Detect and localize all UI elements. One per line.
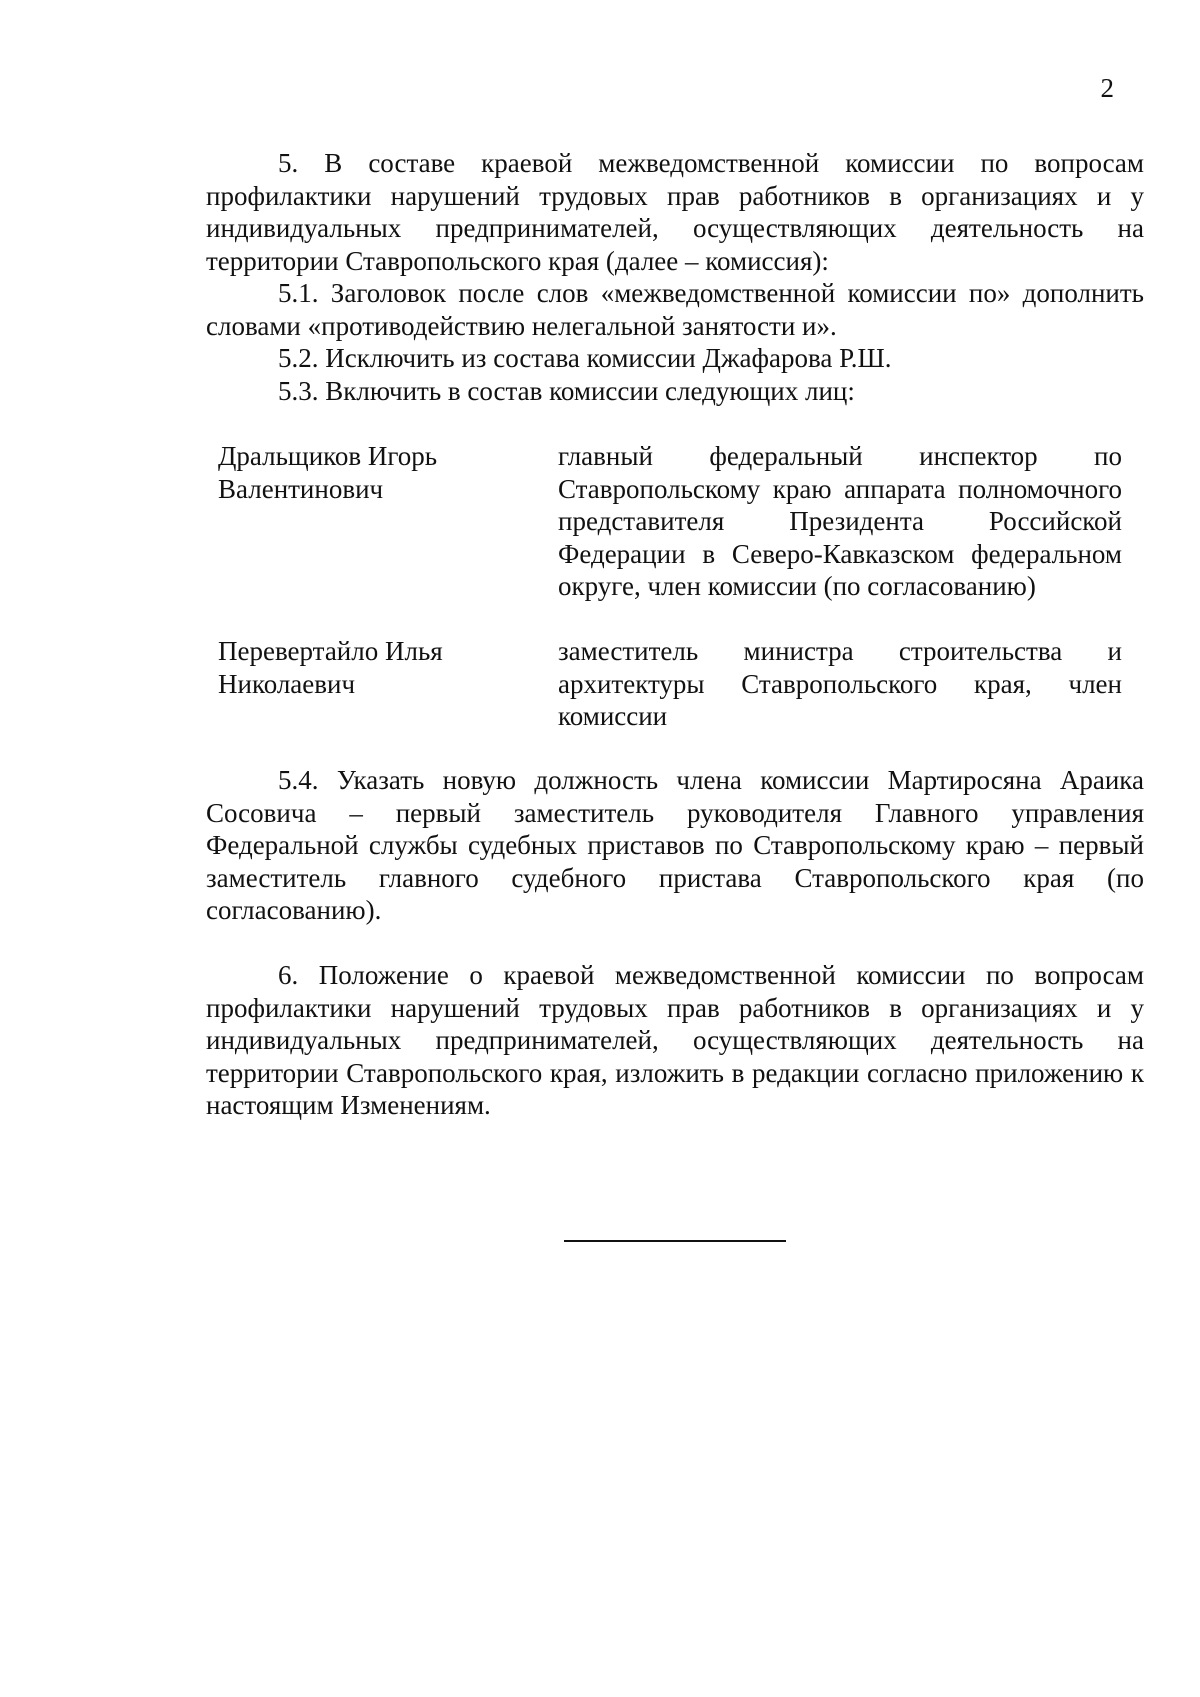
member-role: заместитель министра строительства и архитектуры Ставропольского края, член комиссии bbox=[558, 636, 1122, 731]
section-5 bbox=[206, 147, 1144, 407]
end-of-document-line bbox=[564, 1240, 786, 1242]
page-number: 2 bbox=[1100, 73, 1114, 103]
member-name bbox=[218, 440, 518, 505]
section-5-intro: 5. В составе краевой межведомственной комиссии по вопросам профилактики нарушений трудовых прав работников в организациях и у индивидуальных предпринимателей, осуществляющих деятельность на территории Ставропольского края (далее – комиссия): bbox=[206, 148, 1144, 276]
member-name-line-2: Николаевич bbox=[218, 668, 356, 699]
item-5-1: 5.1. Заголовок после слов «межведомственной комиссии по» дополнить словами «противодействию нелегальной занятости и». bbox=[206, 278, 1144, 341]
item-5-4-block bbox=[206, 764, 1144, 927]
section-6-block bbox=[206, 959, 1144, 1122]
member-name-line-1: Перевертайло Илья bbox=[218, 636, 443, 666]
member-name-line-1: Дральщиков Игорь bbox=[218, 441, 438, 471]
item-5-4: 5.4. Указать новую должность члена комиссии Мартиросяна Араика Сосовича – первый заместитель руководителя Главного управления Федеральной службы судебных приставов по Ставропольскому краю – первый заместитель главного судебного пристава Ставропольского края (по согласованию). bbox=[206, 765, 1144, 925]
item-5-3: 5.3. Включить в состав комиссии следующих лиц: bbox=[278, 375, 855, 406]
member-role: главный федеральный инспектор по Ставропольскому краю аппарата полномочного представителя Президента Российской Федерации в Северо-Кавказском федеральном округе, член комиссии (по согласованию) bbox=[558, 441, 1122, 601]
item-5-2: 5.2. Исключить из состава комиссии Джафарова Р.Ш. bbox=[278, 343, 892, 373]
section-6: 6. Положение о краевой межведомственной комиссии по вопросам профилактики нарушений трудовых прав работников в организациях и у индивидуальных предпринимателей, осуществляющих деятельность на территории Ставропольского края, изложить в редакции согласно приложению к настоящим Изменениям. bbox=[206, 960, 1144, 1120]
member-name-line-2: Валентинович bbox=[218, 473, 384, 504]
member-name bbox=[218, 635, 518, 700]
